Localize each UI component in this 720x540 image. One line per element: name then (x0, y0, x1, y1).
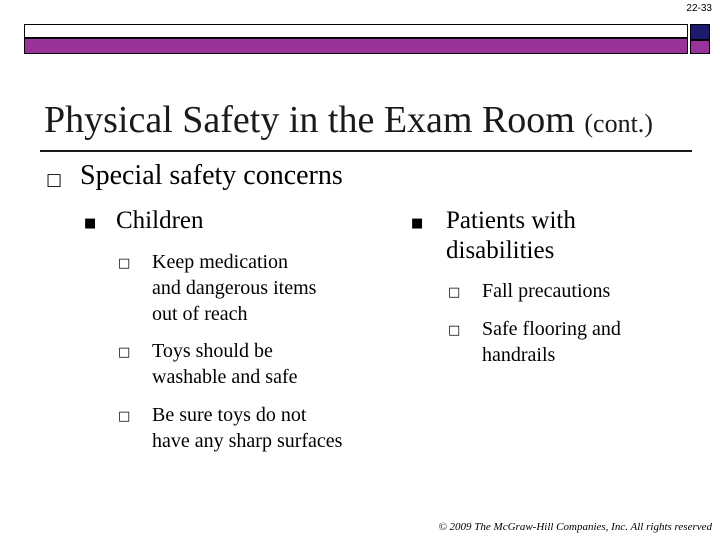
left-item-3-line2: have any sharp surfaces (152, 430, 343, 452)
copyright-notice: © 2009 The McGraw-Hill Companies, Inc. All rights reserved (438, 521, 712, 533)
title-suffix: (cont.) (584, 109, 653, 138)
left-item-2-line2: washable and safe (152, 366, 298, 388)
hollow-square-icon: □ (118, 345, 131, 360)
left-item-2 (152, 338, 298, 390)
left-column-heading: Children (116, 207, 204, 234)
left-item-1-line3: out of reach (152, 303, 248, 325)
hollow-square-icon: □ (118, 409, 131, 424)
decorative-header-band (24, 24, 710, 54)
navy-square (690, 24, 710, 40)
slide-title (44, 98, 653, 142)
hollow-square-icon: □ (118, 256, 131, 271)
solid-square-icon: ■ (411, 216, 424, 231)
left-item-3 (152, 402, 342, 454)
right-item-2-line2: handrails (482, 344, 556, 366)
right-item-2 (482, 316, 621, 368)
title-text: Physical Safety in the Exam Room (44, 99, 575, 141)
purple-square (690, 40, 710, 54)
left-item-3-line1: Be sure toys do not (152, 404, 307, 426)
hollow-square-icon: □ (448, 285, 461, 300)
right-item-1-line1: Fall precautions (482, 280, 611, 302)
band-lower-stripe (24, 38, 688, 54)
page-number: 22-33 (686, 3, 712, 14)
hollow-square-icon: □ (46, 170, 63, 190)
band-upper-stripe (24, 24, 688, 38)
title-divider (40, 150, 692, 152)
right-column-heading (446, 206, 576, 266)
left-item-1 (152, 249, 316, 327)
left-item-1-line1: Keep medication (152, 251, 289, 273)
left-item-1-line2: and dangerous items (152, 277, 317, 299)
right-item-1 (482, 278, 610, 304)
right-heading-line2: disabilities (446, 237, 555, 264)
solid-square-icon: ■ (84, 216, 97, 231)
right-heading-line1: Patients with (446, 207, 576, 234)
right-item-2-line1: Safe flooring and (482, 318, 621, 340)
left-item-2-line1: Toys should be (152, 340, 273, 362)
hollow-square-icon: □ (448, 323, 461, 338)
level1-text: Special safety concerns (80, 160, 343, 191)
